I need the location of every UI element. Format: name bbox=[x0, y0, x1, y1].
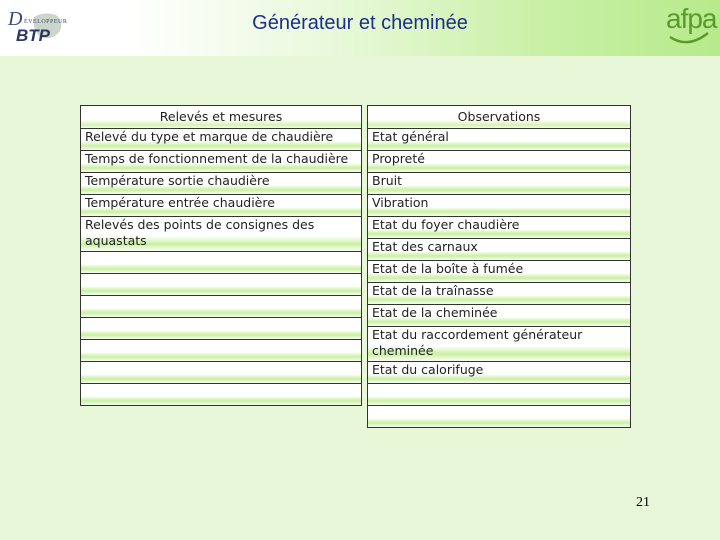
observation-cell: Etat de la traînasse bbox=[368, 283, 631, 305]
observation-cell: Propreté bbox=[368, 151, 631, 173]
table-row bbox=[81, 195, 362, 217]
measurement-cell: Relevés des points de consignes des aquastats bbox=[81, 217, 362, 252]
afpa-swoosh-icon bbox=[660, 3, 718, 51]
table-header-row bbox=[368, 106, 631, 129]
afpa-logo-text: afpa bbox=[666, 3, 717, 34]
column-header: Relevés et mesures bbox=[81, 106, 362, 129]
table-row bbox=[81, 296, 362, 318]
observation-cell: Etat du foyer chaudière bbox=[368, 217, 631, 239]
table-row bbox=[368, 384, 631, 406]
table-row bbox=[368, 327, 631, 362]
measurement-cell: Température sortie chaudière bbox=[81, 173, 362, 195]
observation-cell bbox=[368, 384, 631, 406]
table-row bbox=[81, 217, 362, 252]
measurement-cell: Temps de fonctionnement de la chaudière bbox=[81, 151, 362, 173]
table-row bbox=[368, 195, 631, 217]
table-row bbox=[368, 129, 631, 151]
observation-cell: Etat général bbox=[368, 129, 631, 151]
measurement-cell bbox=[81, 340, 362, 362]
table-row bbox=[368, 305, 631, 327]
table-row bbox=[81, 129, 362, 151]
table-row bbox=[81, 274, 362, 296]
table-row bbox=[81, 384, 362, 406]
observation-cell: Etat de la cheminée bbox=[368, 305, 631, 327]
observation-cell: Etat du raccordement générateur cheminée bbox=[368, 327, 631, 362]
table-row bbox=[368, 173, 631, 195]
table-row bbox=[368, 239, 631, 261]
measurement-cell bbox=[81, 296, 362, 318]
table-row bbox=[368, 151, 631, 173]
observations-table bbox=[367, 105, 631, 428]
column-header: Observations bbox=[368, 106, 631, 129]
table-row bbox=[81, 173, 362, 195]
measurements-table bbox=[80, 105, 362, 406]
measurement-cell bbox=[81, 274, 362, 296]
table-row bbox=[81, 362, 362, 384]
observation-cell: Etat de la boîte à fumée bbox=[368, 261, 631, 283]
measurement-cell bbox=[81, 384, 362, 406]
table-row bbox=[81, 340, 362, 362]
table-row bbox=[368, 406, 631, 428]
measurement-cell bbox=[81, 252, 362, 274]
table-row bbox=[81, 151, 362, 173]
table-row bbox=[368, 283, 631, 305]
logo-btp: BTP bbox=[16, 26, 50, 45]
table-row bbox=[81, 318, 362, 340]
table-row bbox=[368, 261, 631, 283]
measurement-cell: Relevé du type et marque de chaudière bbox=[81, 129, 362, 151]
page-number: 21 bbox=[636, 495, 650, 510]
table-header-row bbox=[81, 106, 362, 129]
measurement-cell bbox=[81, 362, 362, 384]
table-row bbox=[368, 217, 631, 239]
table-row bbox=[81, 252, 362, 274]
logo-letter-d: D bbox=[8, 8, 23, 30]
measurement-cell bbox=[81, 318, 362, 340]
page-title: Générateur et cheminée bbox=[252, 12, 468, 34]
measurement-cell: Température entrée chaudière bbox=[81, 195, 362, 217]
observation-cell: Etat des carnaux bbox=[368, 239, 631, 261]
logo-subtitle: ÉVELOPPEUR bbox=[24, 19, 68, 25]
afpa-logo bbox=[660, 3, 718, 51]
observation-cell: Etat du calorifuge bbox=[368, 362, 631, 384]
table-row bbox=[368, 362, 631, 384]
observation-cell: Vibration bbox=[368, 195, 631, 217]
observation-cell bbox=[368, 406, 631, 428]
observation-cell: Bruit bbox=[368, 173, 631, 195]
